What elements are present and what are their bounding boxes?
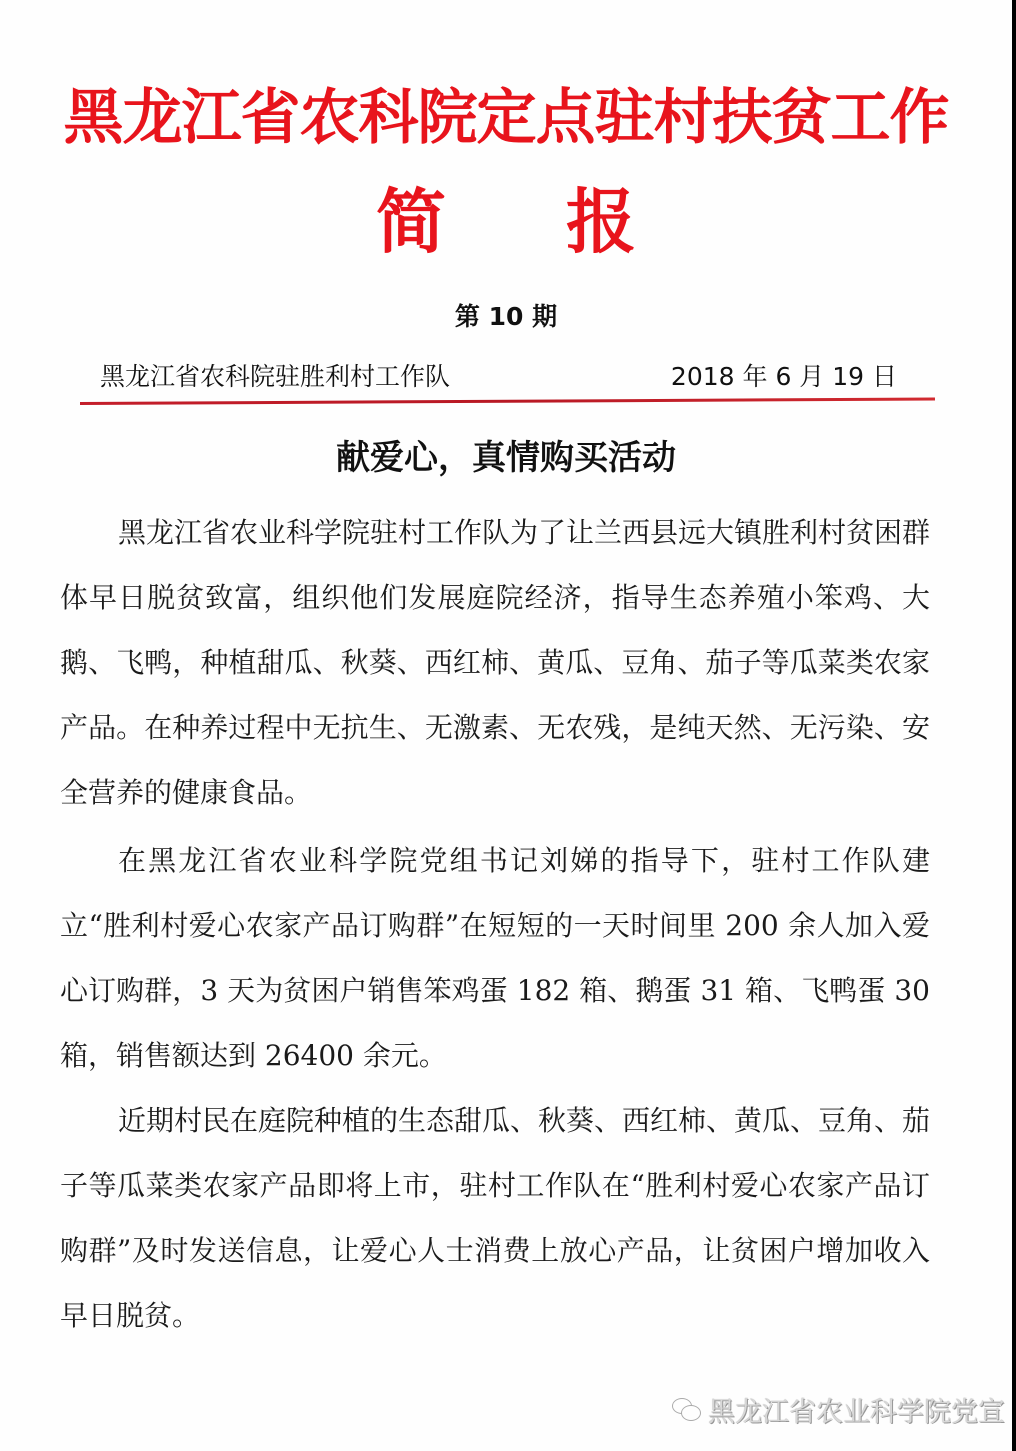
byline [100,357,897,393]
watermark [672,1390,1005,1429]
paragraph: 在黑龙江省农业科学院党组书记刘娣的指导下，驻村工作队建立“胜利村爱心农家产品订购群”在短短的一天时间里 200 余人加入爱心订购群，3 天为贫困户销售笨鸡蛋 182 箱、鹅蛋 31 箱、飞鸭蛋 30 箱，销售额达到 26400 余元。 [60,844,930,1072]
issue-number: 第 10 期 [454,302,558,331]
organization: 黑龙江省农科院驻胜利村工作队 [100,362,451,391]
bulletin-char-1: 简 [376,181,446,263]
masthead-title: 黑龙江省农科院定点驻村扶贫工作 [63,83,949,153]
date: 2018 年 6 月 19 日 [670,362,897,391]
paragraph: 近期村民在庭院种植的生态甜瓜、秋葵、西红柿、黄瓜、豆角、茄子等瓜菜类农家产品即将上市，驻村工作队在“胜利村爱心农家产品订购群”及时发送信息，让爱心人士消费上放心产品，让贫困户增加收入早日脱贫。 [60,1104,931,1332]
paragraph: 黑龙江省农业科学院驻村工作队为了让兰西县远大镇胜利村贫困群体早日脱贫致富，组织他们发展庭院经济，指导生态养殖小笨鸡、大鹅、飞鸭，种植甜瓜、秋葵、西红柿、黄瓜、豆角、茄子等瓜菜类农家产品。在种养过程中无抗生、无激素、无农残，是纯天然、无污染、安全营养的健康食品。 [60,516,931,809]
watermark-text: 黑龙江省农业科学院党宣 [708,1397,1005,1428]
article-body [60,500,930,1348]
red-divider [80,398,935,405]
bulletin-title [0,180,1012,264]
right-edge-border [1012,0,1016,1451]
article-title: 献爱心，真情购买活动 [336,438,676,478]
bulletin-char-2: 报 [566,181,636,263]
wechat-icon [672,1398,702,1422]
